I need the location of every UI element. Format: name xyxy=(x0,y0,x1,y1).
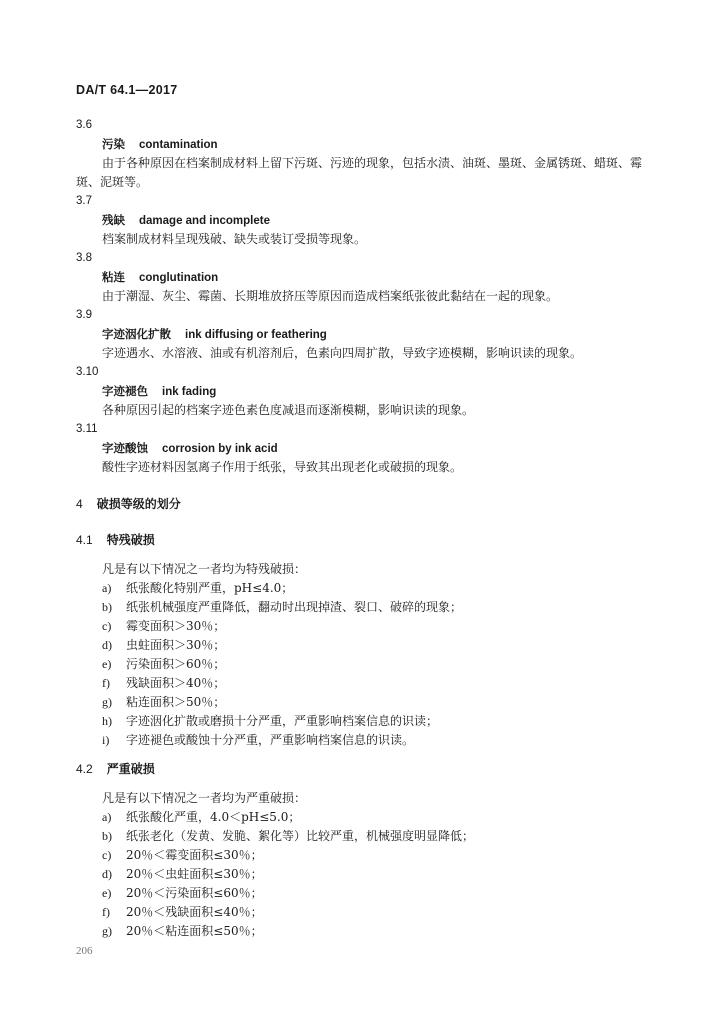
term-cn: 字迹酸蚀 xyxy=(102,441,148,455)
term-heading xyxy=(102,383,216,400)
list-label: d) xyxy=(102,867,112,881)
term-en: ink fading xyxy=(162,386,217,398)
clause-number: 3.11 xyxy=(76,423,98,435)
definition-text: 由于各种原因在档案制成材料上留下污斑、污迹的现象，包括水渍、油斑、墨斑、金属锈斑、蜡斑、霉 xyxy=(102,156,643,170)
list-label: c) xyxy=(102,848,112,862)
list-item xyxy=(102,656,225,672)
list-text: 20％＜虫蛀面积≤30％； xyxy=(126,867,263,881)
term-heading xyxy=(102,212,270,229)
list-text: 20％＜残缺面积≤40％； xyxy=(126,905,263,919)
definition-text: 档案制成材料呈现残破、缺失或装订受损等现象。 xyxy=(102,232,367,246)
subsection-number: 4.1 xyxy=(76,533,93,547)
list-label: a) xyxy=(102,581,112,595)
list-text: 字迹洇化扩散或磨损十分严重，严重影响档案信息的识读； xyxy=(126,714,439,728)
list-item xyxy=(102,713,438,729)
standard-code: DA/T 64.1—2017 xyxy=(76,83,178,97)
clause-number: 3.10 xyxy=(76,366,99,378)
list-label: h) xyxy=(102,714,112,728)
subsection-title: 特残破损 xyxy=(106,533,155,547)
term-en: damage and incomplete xyxy=(139,215,271,227)
list-text: 霉变面积＞30％； xyxy=(126,619,226,633)
list-label: f) xyxy=(102,905,110,919)
list-text: 残缺面积＞40％； xyxy=(126,676,226,690)
list-label: a) xyxy=(102,810,112,824)
list-label: e) xyxy=(102,886,112,900)
list-item xyxy=(102,694,225,710)
clause-number: 3.7 xyxy=(76,195,92,207)
list-text: 纸张机械强度严重降低，翻动时出现掉渣、裂口、破碎的现象； xyxy=(126,600,463,614)
list-label: b) xyxy=(102,600,112,614)
clause-number: 3.6 xyxy=(76,119,92,131)
list-label: b) xyxy=(102,829,112,843)
list-label: g) xyxy=(102,695,112,709)
subsection-heading xyxy=(76,761,155,777)
definition-text: 字迹遇水、水溶液、油或有机溶剂后，色素向四周扩散，导致字迹模糊，影响识读的现象。 xyxy=(102,346,583,360)
list-item xyxy=(102,618,225,634)
term-cn: 粘连 xyxy=(102,270,125,284)
list-item xyxy=(102,847,263,863)
definition-text: 由于潮湿、灰尘、霉菌、长期堆放挤压等原因而造成档案纸张彼此黏结在一起的现象。 xyxy=(102,289,559,303)
definition-text-continued: 斑、泥斑等。 xyxy=(76,175,149,189)
list-intro: 凡是有以下情况之一者均为严重破损： xyxy=(102,791,307,805)
list-item xyxy=(102,599,462,615)
term-cn: 残缺 xyxy=(102,213,125,227)
section-title: 破损等级的划分 xyxy=(96,497,181,511)
page-number: 206 xyxy=(76,945,93,957)
subsection-number: 4.2 xyxy=(76,762,93,776)
term-heading xyxy=(102,326,327,343)
list-item xyxy=(102,580,293,596)
list-item xyxy=(102,809,300,825)
clause-number: 3.9 xyxy=(76,309,92,321)
term-heading xyxy=(102,269,218,286)
list-text: 粘连面积＞50％； xyxy=(126,695,226,709)
term-cn: 字迹褪色 xyxy=(102,384,148,398)
clause-number: 3.8 xyxy=(76,252,92,264)
list-item xyxy=(102,885,263,901)
list-item xyxy=(102,904,263,920)
subsection-heading xyxy=(76,532,155,548)
term-en: conglutination xyxy=(139,272,219,284)
term-heading xyxy=(102,440,278,457)
term-en: ink diffusing or feathering xyxy=(185,329,327,341)
list-text: 纸张酸化严重，4.0＜pH≤5.0； xyxy=(126,810,301,824)
list-text: 20％＜霉变面积≤30％； xyxy=(126,848,263,862)
list-intro: 凡是有以下情况之一者均为特残破损： xyxy=(102,562,307,576)
section-heading xyxy=(76,496,181,512)
list-text: 虫蛀面积＞30％； xyxy=(126,638,226,652)
list-label: e) xyxy=(102,657,112,671)
list-item xyxy=(102,923,263,939)
term-cn: 污染 xyxy=(102,137,125,151)
list-text: 纸张老化（发黄、发脆、絮化等）比较严重，机械强度明显降低； xyxy=(126,829,475,843)
list-text: 20％＜粘连面积≤50％； xyxy=(126,924,263,938)
list-item xyxy=(102,828,474,844)
list-item xyxy=(102,637,225,653)
list-text: 字迹褪色或酸蚀十分严重，严重影响档案信息的识读。 xyxy=(126,733,415,747)
term-heading xyxy=(102,136,218,153)
list-label: c) xyxy=(102,619,112,633)
section-number: 4 xyxy=(76,497,83,511)
term-en: corrosion by ink acid xyxy=(162,443,278,455)
list-item xyxy=(102,675,225,691)
list-text: 纸张酸化特别严重，pH≤4.0； xyxy=(126,581,294,595)
term-en: contamination xyxy=(139,139,218,151)
list-label: f) xyxy=(102,676,110,690)
list-label: i) xyxy=(102,733,110,747)
list-item xyxy=(102,866,263,882)
list-label: d) xyxy=(102,638,112,652)
definition-text: 各种原因引起的档案字迹色素色度减退而逐渐模糊，影响识读的现象。 xyxy=(102,403,475,417)
list-text: 20％＜污染面积≤60％； xyxy=(126,886,263,900)
list-label: g) xyxy=(102,924,112,938)
subsection-title: 严重破损 xyxy=(106,762,155,776)
term-cn: 字迹洇化扩散 xyxy=(102,327,171,341)
definition-text: 酸性字迹材料因氢离子作用于纸张，导致其出现老化或破损的现象。 xyxy=(102,460,463,474)
list-item xyxy=(102,732,414,748)
list-text: 污染面积＞60％； xyxy=(126,657,226,671)
